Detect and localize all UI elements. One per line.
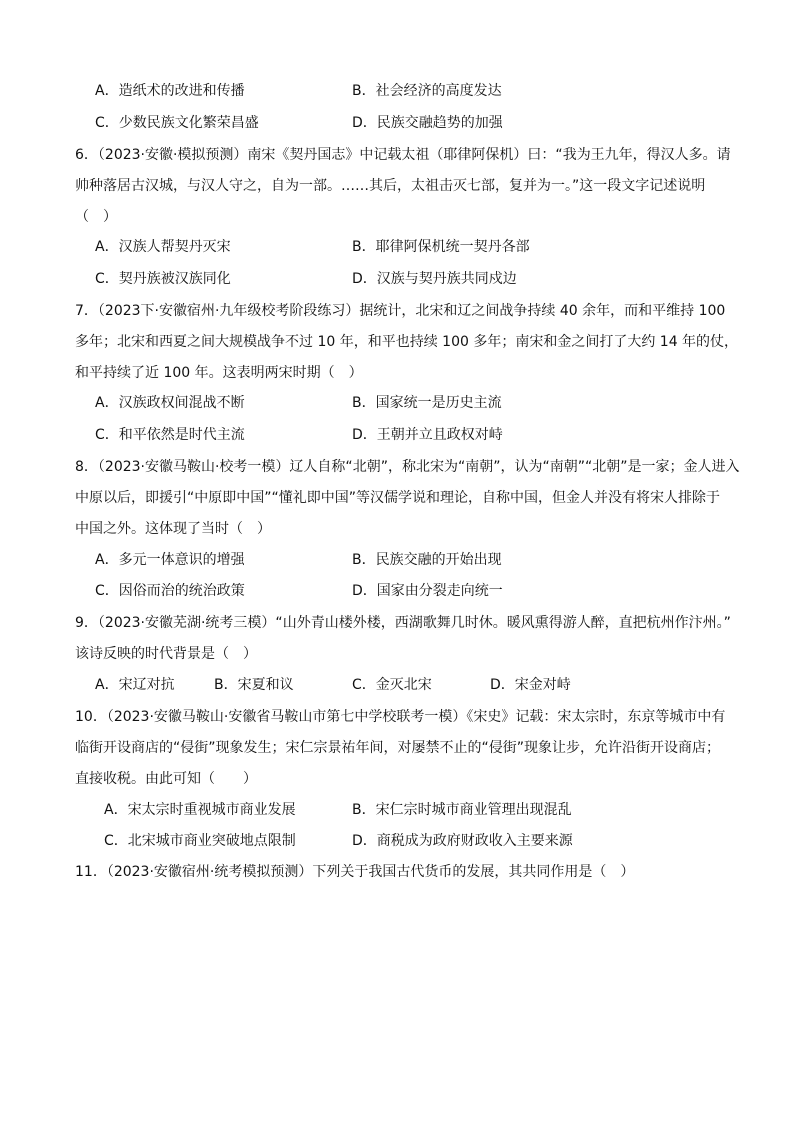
- q5-option-b[interactable]: B．社会经济的高度发达: [352, 83, 502, 99]
- q8-option-c[interactable]: C．因俗而治的统治政策: [95, 583, 245, 599]
- q6-option-a[interactable]: A．汉族人帮契丹灭宋: [95, 239, 231, 255]
- q8-option-d[interactable]: D．国家由分裂走向统一: [352, 583, 503, 599]
- q6-option-c[interactable]: C．契丹族被汉族同化: [95, 271, 231, 287]
- q6-stem-line-1: 6．（2023·安徽·模拟预测）南宋《契丹国志》中记载太祖（耶律阿保机）曰：“我为王九年，得汉人多。请: [75, 147, 731, 163]
- q6-stem-line-2: 帅种落居古汉城，与汉人守之，自为一部。……其后，太祖击灭七部，复并为一。”这一段文字记述说明: [75, 178, 706, 194]
- q10-stem-line-2: 临街开设商店的“侵街”现象发生；宋仁宗景祐年间，对屡禁不止的“侵街”现象让步，允许沿街开设商店；: [75, 740, 721, 756]
- q10-stem-line-1: 10．（2023·安徽马鞍山·安徽省马鞍山市第七中学校联考一模）《宋史》记载：宋太宗时，东京等城市中有: [75, 709, 726, 725]
- q5-option-a[interactable]: A．造纸术的改进和传播: [95, 83, 245, 99]
- q5-option-c[interactable]: C．少数民族文化繁荣昌盛: [95, 115, 259, 131]
- q7-stem-line-2: 多年；北宋和西夏之间大规模战争不过 10 年，和平也持续 100 多年；南宋和金之间打了大约 14 年的仗，: [75, 334, 739, 350]
- q8-stem-line-1: 8．（2023·安徽马鞍山·校考一模）辽人自称“北朝”，称北宋为“南朝”，认为“南朝”“北朝”是一家；金人进入: [75, 459, 740, 475]
- q9-stem-line-1: 9．（2023·安徽芜湖·统考三模）“山外青山楼外楼，西湖歌舞几时休。暖风熏得游人醉，直把杭州作汴州。”: [75, 615, 731, 631]
- q6-option-b[interactable]: B．耶律阿保机统一契丹各部: [352, 239, 530, 255]
- q7-option-c[interactable]: C．和平依然是时代主流: [95, 427, 245, 443]
- q8-stem-line-3: 中国之外。这体现了当时（ ）: [75, 521, 271, 537]
- q7-option-b[interactable]: B．国家统一是历史主流: [352, 395, 502, 411]
- q9-option-d[interactable]: D．宋金对峙: [490, 677, 571, 693]
- q10-option-b[interactable]: B．宋仁宗时城市商业管理出现混乱: [352, 802, 572, 818]
- q8-option-a[interactable]: A．多元一体意识的增强: [95, 552, 245, 568]
- q6-stem-line-3: （ ）: [75, 209, 117, 225]
- q7-stem-line-3: 和平持续了近 100 年。这表明两宋时期（ ）: [75, 365, 363, 381]
- q8-option-b[interactable]: B．民族交融的开始出现: [352, 552, 502, 568]
- q11-stem-line-1: 11．（2023·安徽宿州·统考模拟预测）下列关于我国古代货币的发展，其共同作用是（ ）: [75, 864, 635, 880]
- q9-option-b[interactable]: B．宋夏和议: [214, 677, 294, 693]
- q7-stem-line-1: 7．（2023下·安徽宿州·九年级校考阶段练习）据统计，北宋和辽之间战争持续 40 余年，而和平维持 100: [75, 303, 726, 319]
- q8-stem-line-2: 中原以后，即援引“中原即中国”“懂礼即中国”等汉儒学说和理论，自称中国，但金人并没有将宋人排除于: [75, 490, 721, 506]
- q5-option-d[interactable]: D．民族交融趋势的加强: [352, 115, 503, 131]
- q9-stem-line-2: 该诗反映的时代背景是（ ）: [75, 646, 257, 662]
- q7-option-a[interactable]: A．汉族政权间混战不断: [95, 395, 245, 411]
- q10-option-d[interactable]: D．商税成为政府财政收入主要来源: [352, 833, 573, 849]
- q10-stem-line-3: 直接收税。由此可知（ ）: [75, 771, 257, 787]
- q6-option-d[interactable]: D．汉族与契丹族共同戍边: [352, 271, 517, 287]
- q10-option-c[interactable]: C．北宋城市商业突破地点限制: [104, 833, 296, 849]
- q9-option-c[interactable]: C．金灭北宋: [352, 677, 432, 693]
- q9-option-a[interactable]: A．宋辽对抗: [95, 677, 175, 693]
- q10-option-a[interactable]: A．宋太宗时重视城市商业发展: [104, 802, 296, 818]
- q7-option-d[interactable]: D．王朝并立且政权对峙: [352, 427, 503, 443]
